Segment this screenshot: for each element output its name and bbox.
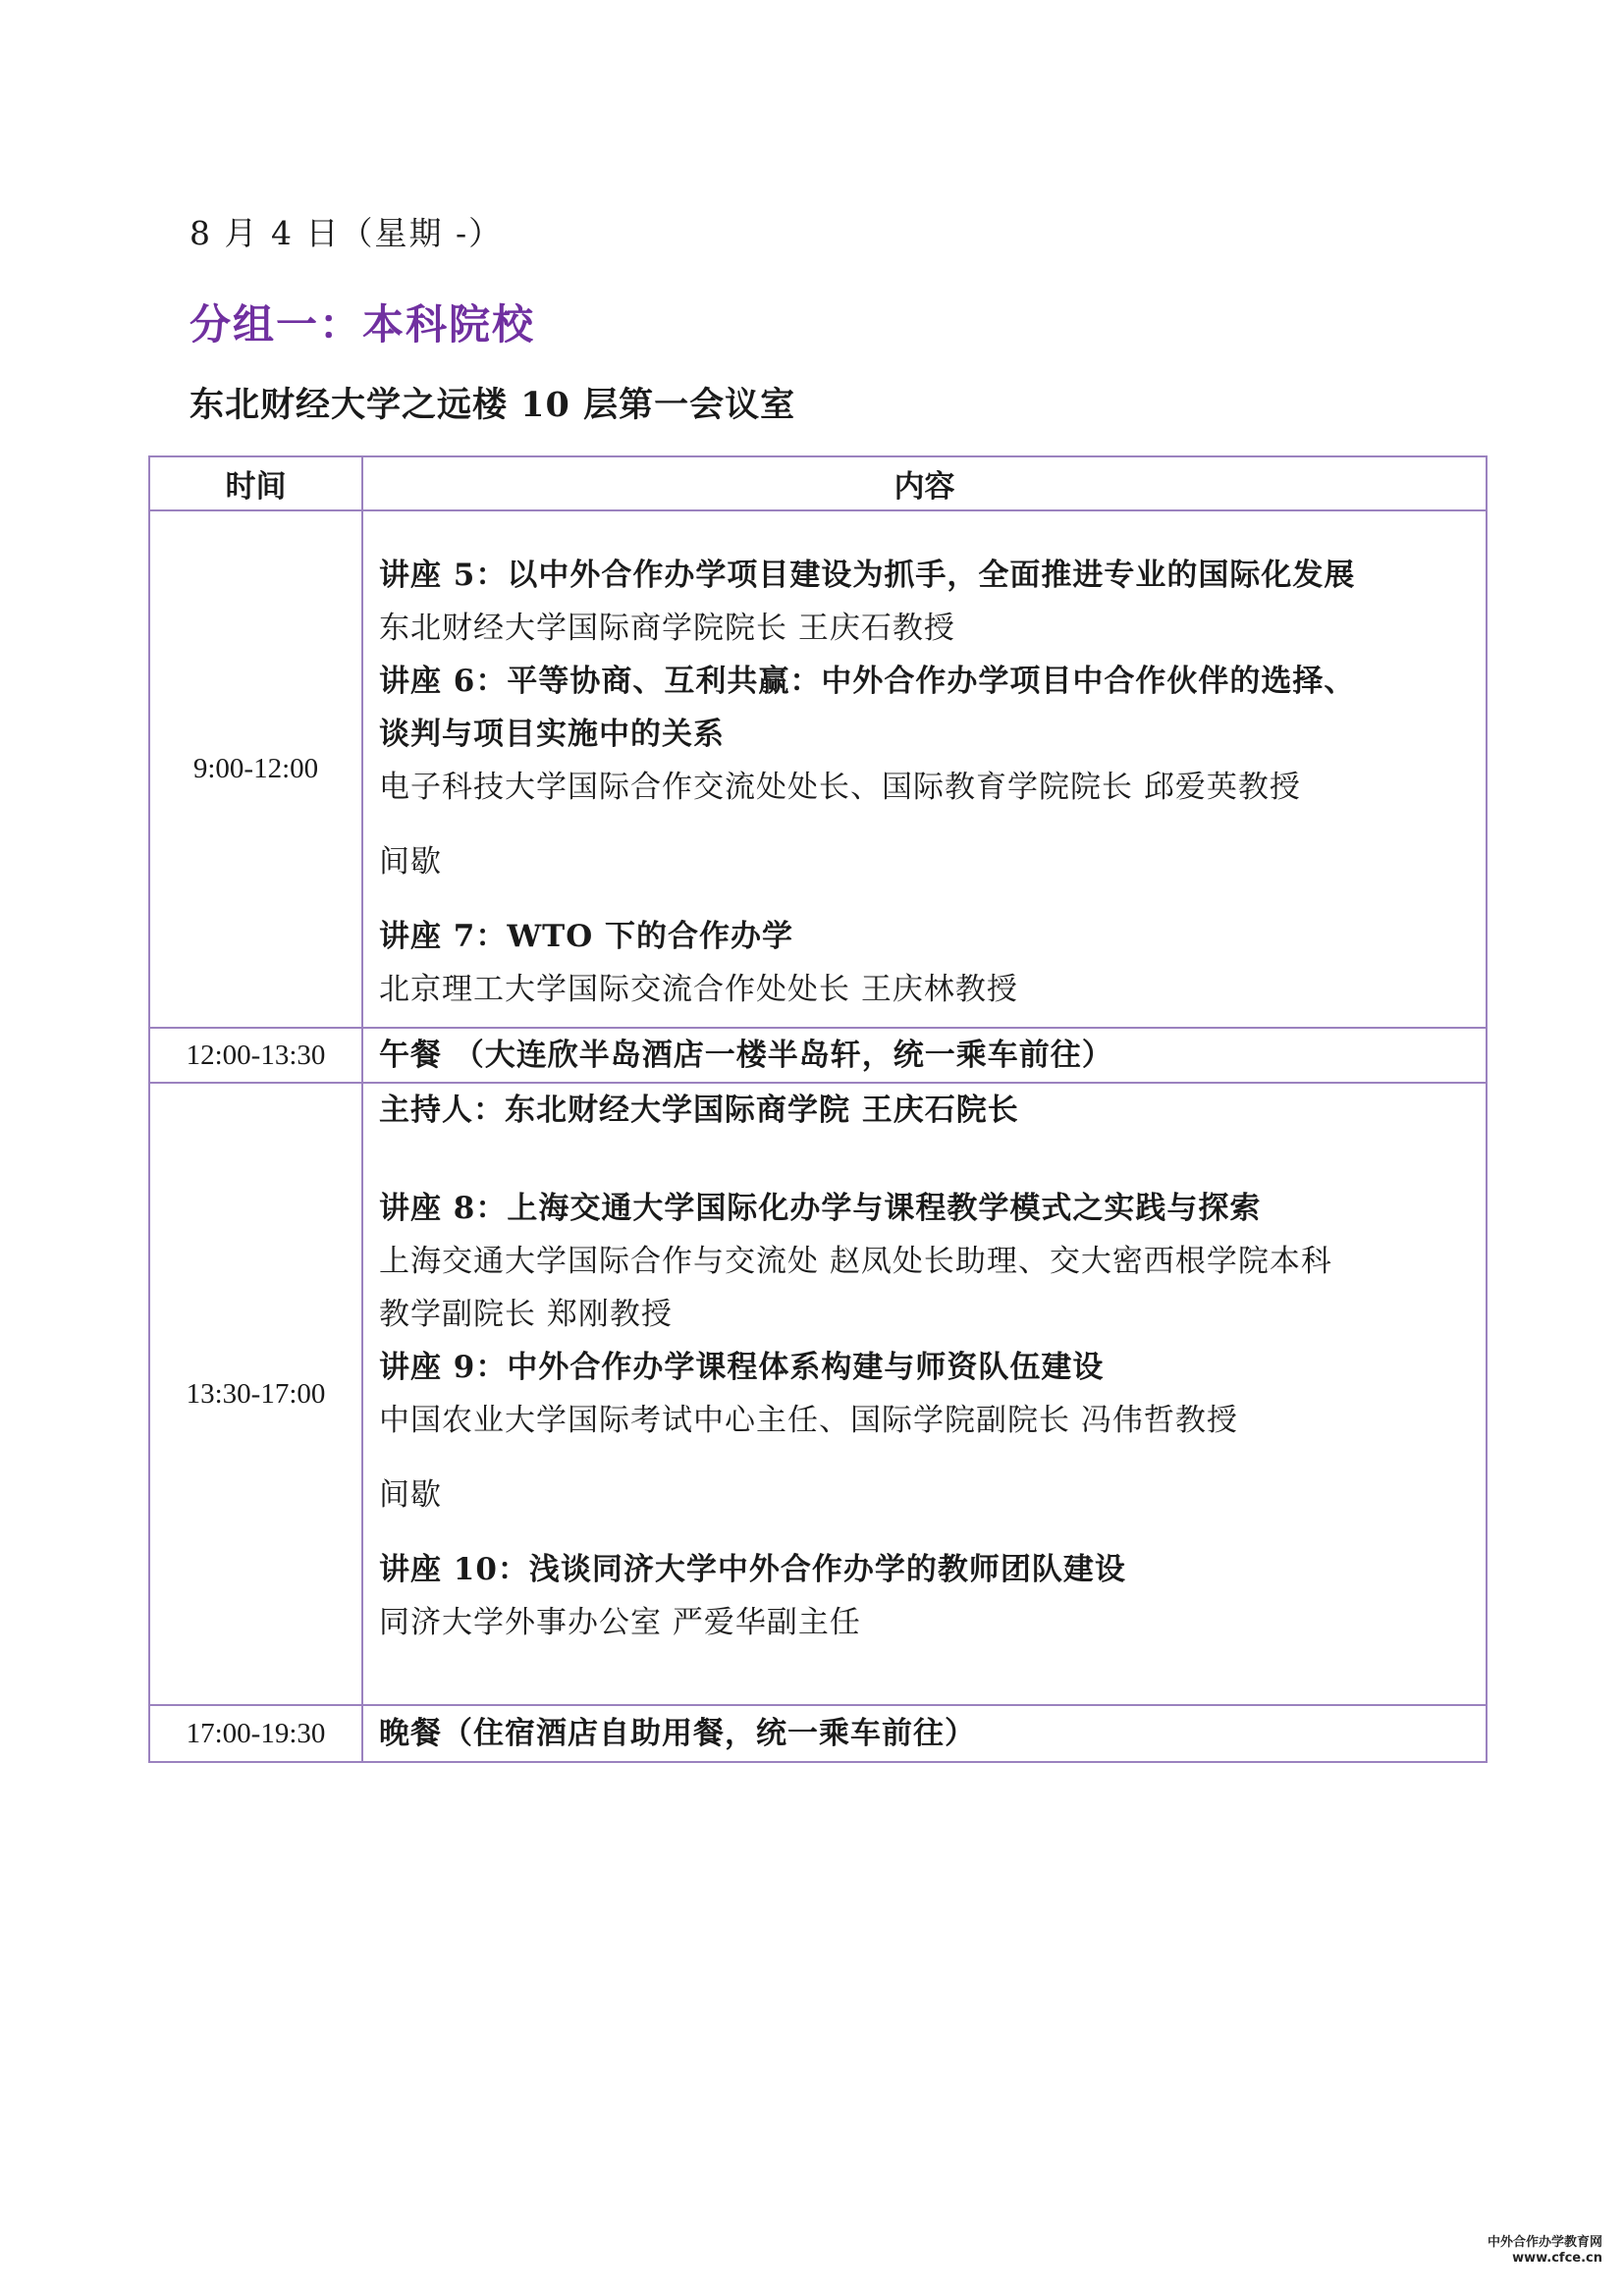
speaker: 中国农业大学国际考试中心主任、国际学院副院长 冯伟哲教授 bbox=[379, 1403, 1238, 1438]
lecture-title-cont: 谈判与项目实施中的关系 bbox=[379, 716, 725, 752]
table-row bbox=[149, 1083, 1487, 1705]
footer-url: www.cfce.cn bbox=[1512, 2251, 1602, 2266]
footer-brand-name: 中外合作办学教育网 bbox=[1487, 2235, 1602, 2250]
meal-label: 午餐 （大连欣半岛酒店一楼半岛轩，统一乘车前往） bbox=[379, 1038, 1113, 1073]
break-label: 间歇 bbox=[379, 843, 442, 880]
speaker: 上海交通大学国际合作与交流处 赵凤处长助理、交大密西根学院本科 bbox=[379, 1244, 1332, 1279]
header-content: 内容 bbox=[362, 456, 1487, 510]
lecture-title: 讲座 6：平等协商、互利共赢：中外合作办学项目中合作伙伴的选择、 bbox=[379, 663, 1356, 699]
content-cell bbox=[362, 1083, 1487, 1705]
content-cell bbox=[362, 1705, 1487, 1762]
speaker: 电子科技大学国际合作交流处处长、国际教育学院院长 邱爱英教授 bbox=[379, 769, 1301, 805]
content-cell bbox=[362, 510, 1487, 1028]
time-cell: 9:00-12:00 bbox=[149, 510, 362, 1028]
group-title: 分组一：本科院校 bbox=[189, 300, 536, 348]
lecture-title: 讲座 7：WTO 下的合作办学 bbox=[379, 918, 794, 954]
lecture-title: 讲座 5：以中外合作办学项目建设为抓手，全面推进专业的国际化发展 bbox=[379, 557, 1356, 593]
time-cell: 17:00-19:30 bbox=[149, 1705, 362, 1762]
time-cell: 13:30-17:00 bbox=[149, 1083, 362, 1705]
venue: 东北财经大学之远楼 10 层第一会议室 bbox=[189, 385, 796, 425]
header-time: 时间 bbox=[149, 456, 362, 510]
speaker: 北京理工大学国际交流合作处处长 王庆林教授 bbox=[379, 971, 1018, 1007]
table-row bbox=[149, 510, 1487, 1028]
host-line: 主持人：东北财经大学国际商学院 王庆石院长 bbox=[379, 1093, 1019, 1128]
table-header-row bbox=[149, 456, 1487, 510]
date-line: 8 月 4 日（星期 -） bbox=[189, 214, 504, 252]
speaker-cont: 教学副院长 郑刚教授 bbox=[379, 1297, 673, 1332]
time-cell: 12:00-13:30 bbox=[149, 1028, 362, 1083]
lecture-title: 讲座 9：中外合作办学课程体系构建与师资队伍建设 bbox=[379, 1350, 1105, 1385]
lecture-title: 讲座 10：浅谈同济大学中外合作办学的教师团队建设 bbox=[379, 1552, 1126, 1587]
break-label: 间歇 bbox=[379, 1477, 442, 1513]
speaker: 同济大学外事办公室 严爱华副主任 bbox=[379, 1605, 861, 1640]
table-row bbox=[149, 1705, 1487, 1762]
footer-watermark bbox=[1488, 2235, 1602, 2267]
schedule-table bbox=[148, 455, 1488, 1763]
table-row bbox=[149, 1028, 1487, 1083]
meal-label: 晚餐（住宿酒店自助用餐，统一乘车前往） bbox=[379, 1716, 976, 1751]
lecture-title: 讲座 8：上海交通大学国际化办学与课程教学模式之实践与探索 bbox=[379, 1191, 1262, 1226]
speaker: 东北财经大学国际商学院院长 王庆石教授 bbox=[379, 610, 955, 646]
content-cell bbox=[362, 1028, 1487, 1083]
